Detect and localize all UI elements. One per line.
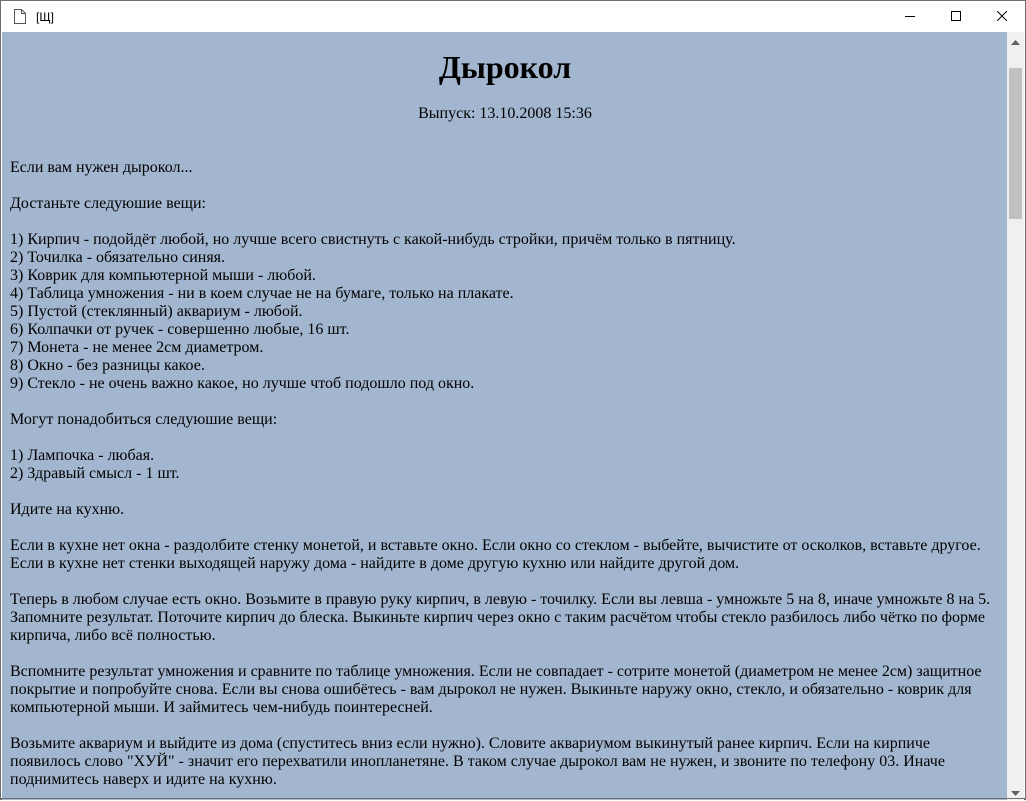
title-bar[interactable] bbox=[1, 1, 1025, 32]
required-heading: Достаньте следуюшие вещи: bbox=[10, 195, 206, 212]
paragraph-line: покрытие и попробуйте снова. Если вы снова ошибётесь - вам дырокол не нужен. Выкиньте наружу окно, стекло, и обязательно - коврик для bbox=[10, 681, 972, 698]
list-item: 9) Стекло - не очень важно какое, но лучше чтоб подошло под окно. bbox=[10, 375, 475, 392]
paragraph-line: Возьмите аквариум и выйдите из дома (спуститесь вниз если нужно). Словите аквариумом выкинутый ранее кирпич. Если на кирпиче bbox=[10, 735, 930, 752]
window-title: [Щ] bbox=[36, 9, 54, 24]
go-kitchen-text: Идите на кухню. bbox=[10, 501, 125, 518]
article-title: Дырокол bbox=[438, 49, 572, 85]
paragraph-line: Если в кухне нет стенки выходящей наружу дома - найдите в доме другую кухню или найдите другой дом. bbox=[10, 555, 740, 572]
paragraph-line: Если в кухне нет окна - раздолбите стенку монетой, и вставьте окно. Если окно со стеклом - выбейте, вычистите от осколков, вставьте другое. bbox=[10, 537, 981, 554]
minimize-button[interactable] bbox=[887, 1, 933, 32]
intro-text: Если вам нужен дырокол... bbox=[10, 159, 193, 176]
paragraph-line: компьютерной мыши. И займитесь чем-нибудь поинтересней. bbox=[10, 699, 433, 716]
paragraph-line: Теперь в любом случае есть окно. Возьмите в правую руку кирпич, в левую - точилку. Если вы левша - умножьте 5 на 8, иначе умножьте 8 на 5. bbox=[10, 591, 991, 608]
document-icon bbox=[12, 9, 28, 25]
list-item: 7) Монета - не менее 2см диаметром. bbox=[10, 339, 264, 356]
maximize-button[interactable] bbox=[933, 1, 979, 32]
release-date: Выпуск: 13.10.2008 15:36 bbox=[418, 105, 592, 122]
scrollbar-thumb[interactable] bbox=[1009, 68, 1022, 219]
paragraph-line: поднимитесь наверх и идите на кухню. bbox=[10, 771, 277, 788]
vertical-scrollbar[interactable] bbox=[1007, 32, 1024, 800]
window-bottom-border bbox=[1, 798, 1026, 799]
list-item: 5) Пустой (стеклянный) аквариум - любой. bbox=[10, 303, 303, 320]
list-item: 8) Окно - без разницы какое. bbox=[10, 357, 205, 374]
list-item: 2) Здравый смысл - 1 шт. bbox=[10, 465, 180, 482]
minimize-icon bbox=[905, 8, 915, 26]
page-content bbox=[2, 32, 1008, 800]
list-item: 1) Кирпич - подойдёт любой, но лучше всего свистнуть с какой-нибудь стройки, причём только в пятницу. bbox=[10, 231, 736, 248]
list-item: 6) Колпачки от ручек - совершенно любые, 16 шт. bbox=[10, 321, 350, 338]
list-item: 2) Точилка - обязательно синяя. bbox=[10, 249, 226, 266]
article-body bbox=[2, 159, 1008, 789]
list-item: 1) Лампочка - любая. bbox=[10, 447, 155, 464]
maximize-icon bbox=[951, 8, 961, 26]
paragraph-line: появилось слово "ХУЙ" - значит его перехватили инопланетяне. В таком случае дырокол вам не нужен, и звоните по телефону 03. Иначе bbox=[10, 753, 945, 770]
close-button[interactable] bbox=[979, 1, 1025, 32]
scroll-up-arrow-icon bbox=[1011, 32, 1020, 50]
window-controls bbox=[887, 1, 1025, 32]
paragraph-line: Вспомните результат умножения и сравните по таблице умножения. Если не совпадает - сотрите монетой (диаметром не менее 2см) защитное bbox=[10, 663, 982, 680]
list-item: 3) Коврик для компьютерной мыши - любой. bbox=[10, 267, 316, 284]
close-icon bbox=[997, 8, 1007, 26]
optional-heading: Могут понадобиться следуюшие вещи: bbox=[10, 411, 278, 428]
paragraph-line: кирпича, либо всё полностью. bbox=[10, 627, 216, 644]
scroll-up-button[interactable] bbox=[1007, 32, 1024, 49]
list-item: 4) Таблица умножения - ни в коем случае не на бумаге, только на плакате. bbox=[10, 285, 514, 302]
paragraph-line: Запомните результат. Поточите кирпич до блеска. Выкиньте кирпич через окно с таким расчётом чтобы стекло разбилось либо чётко по форме bbox=[10, 609, 985, 626]
